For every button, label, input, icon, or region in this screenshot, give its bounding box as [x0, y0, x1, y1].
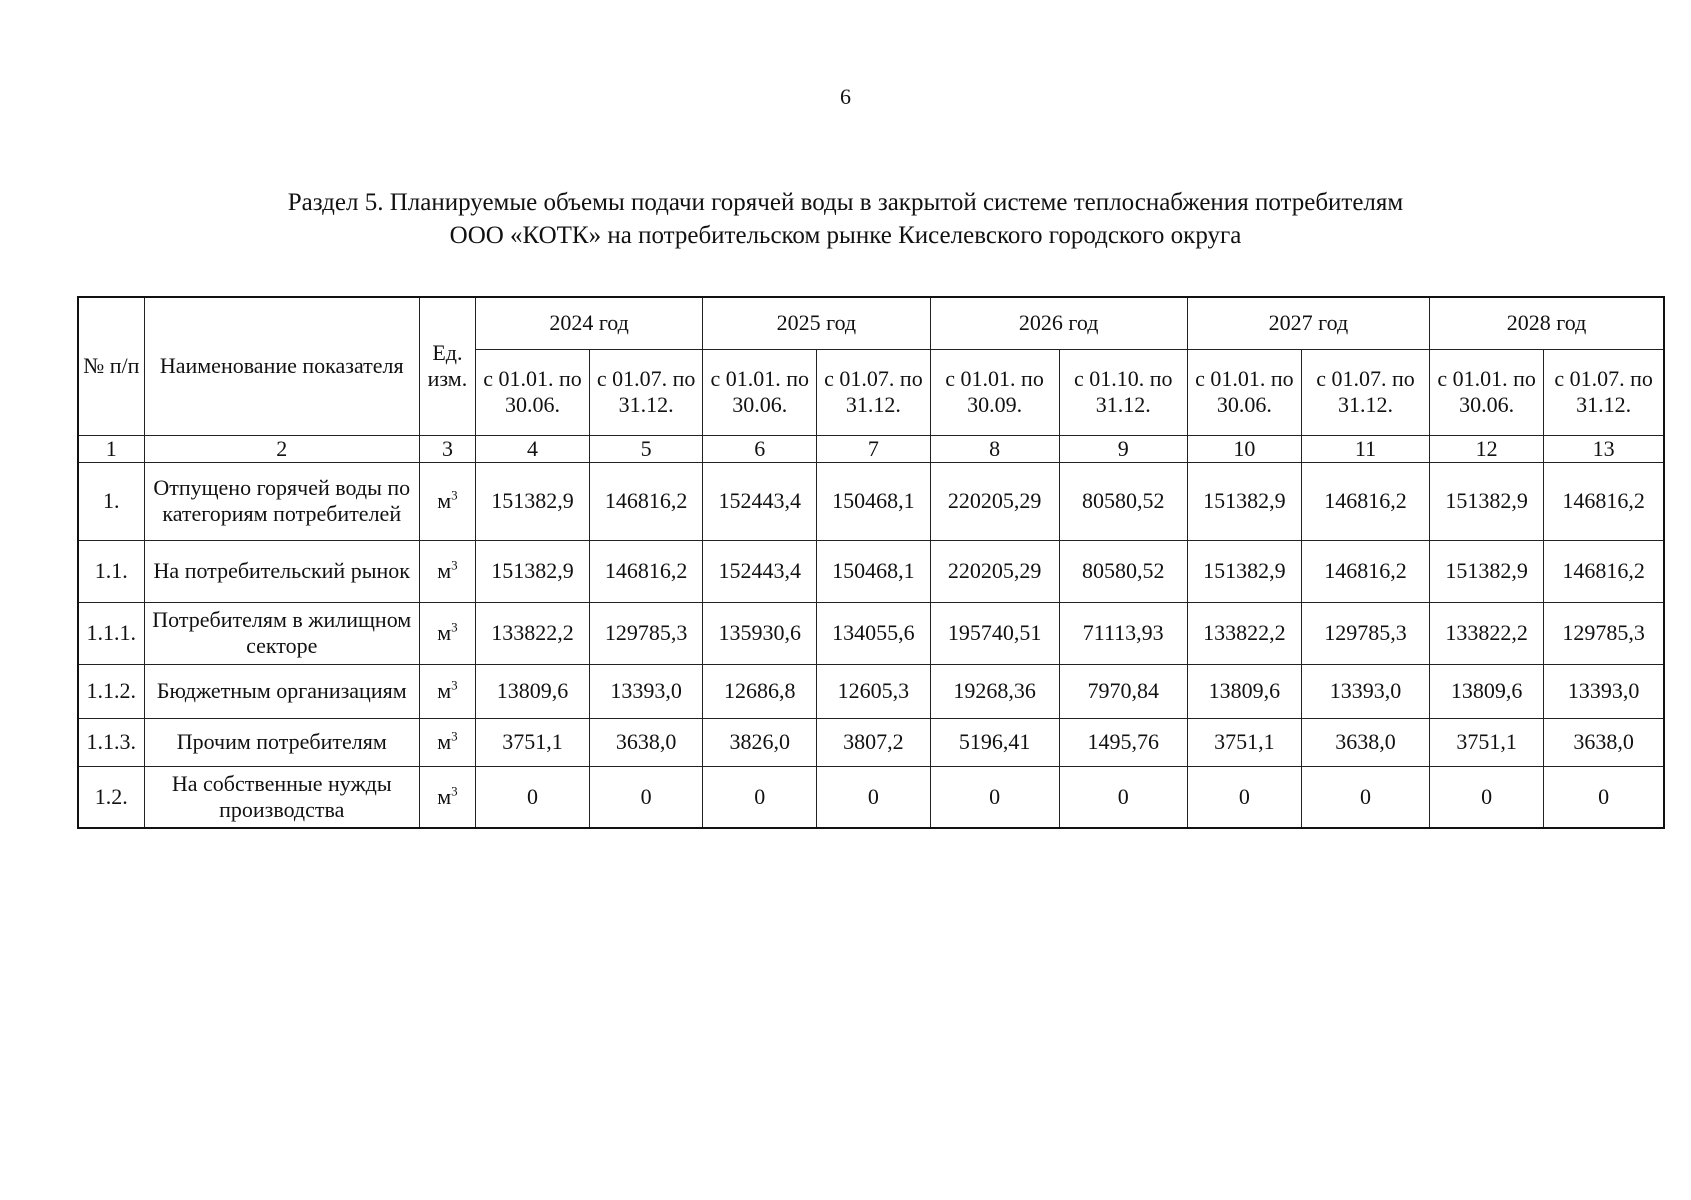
value-cell: 0 — [1187, 766, 1301, 828]
value-cell: 13809,6 — [475, 664, 589, 718]
value-cell: 151382,9 — [1430, 540, 1544, 602]
table-row — [78, 766, 1664, 828]
column-number: 6 — [703, 435, 817, 462]
column-number: 11 — [1301, 435, 1429, 462]
unit-exponent: 3 — [451, 677, 458, 693]
value-cell: 3826,0 — [703, 718, 817, 766]
value-cell: 134055,6 — [817, 602, 930, 664]
value-cell: 195740,51 — [930, 602, 1059, 664]
unit-base: м — [437, 488, 452, 513]
column-number: 3 — [419, 435, 475, 462]
header-year-2026: 2026 год — [930, 297, 1187, 349]
header-year-2027: 2027 год — [1187, 297, 1429, 349]
section-title-line-2: ООО «КОТК» на потребительском рынке Киселевского городского округа — [449, 222, 1242, 249]
value-cell: 13393,0 — [590, 664, 703, 718]
header-year-2025: 2025 год — [703, 297, 930, 349]
value-cell: 0 — [1430, 766, 1544, 828]
value-cell: 146816,2 — [1544, 462, 1664, 540]
value-cell: 1495,76 — [1059, 718, 1187, 766]
column-number: 8 — [930, 435, 1059, 462]
value-cell: 146816,2 — [1301, 540, 1429, 602]
table-row — [78, 602, 1664, 664]
column-number: 1 — [78, 435, 144, 462]
value-cell: 80580,52 — [1059, 462, 1187, 540]
value-cell: 151382,9 — [475, 462, 589, 540]
header-period: с 01.01. по 30.09. — [930, 349, 1059, 435]
section-title — [0, 186, 1691, 252]
header-year-2024: 2024 год — [475, 297, 702, 349]
value-cell: 129785,3 — [1544, 602, 1664, 664]
value-cell: 3638,0 — [590, 718, 703, 766]
header-period: с 01.07. по 31.12. — [590, 349, 703, 435]
value-cell: 5196,41 — [930, 718, 1059, 766]
row-number: 1.2. — [78, 766, 144, 828]
supply-volumes-table — [77, 296, 1665, 829]
header-period: с 01.07. по 31.12. — [817, 349, 930, 435]
indicator-name: Отпущено горячей воды по категориям потребителей — [144, 462, 419, 540]
column-number: 5 — [590, 435, 703, 462]
value-cell: 152443,4 — [703, 462, 817, 540]
unit-base: м — [437, 729, 452, 754]
value-cell: 0 — [1301, 766, 1429, 828]
value-cell: 0 — [703, 766, 817, 828]
value-cell: 146816,2 — [590, 462, 703, 540]
indicator-name: Бюджетным организациям — [144, 664, 419, 718]
row-number: 1.1.1. — [78, 602, 144, 664]
indicator-name: На собственные нужды производства — [144, 766, 419, 828]
header-unit: Ед. изм. — [419, 297, 475, 435]
row-number: 1.1. — [78, 540, 144, 602]
value-cell: 0 — [590, 766, 703, 828]
table-row — [78, 540, 1664, 602]
indicator-name: На потребительский рынок — [144, 540, 419, 602]
header-row-column-numbers — [78, 435, 1664, 462]
unit-exponent: 3 — [451, 619, 458, 635]
unit-base: м — [437, 558, 452, 583]
table-row — [78, 462, 1664, 540]
value-cell: 13809,6 — [1430, 664, 1544, 718]
header-period: с 01.01. по 30.06. — [475, 349, 589, 435]
unit-cell — [419, 718, 475, 766]
page-number: 6 — [840, 84, 851, 109]
row-number: 1.1.2. — [78, 664, 144, 718]
value-cell: 0 — [1059, 766, 1187, 828]
value-cell: 220205,29 — [930, 540, 1059, 602]
value-cell: 151382,9 — [475, 540, 589, 602]
column-number: 12 — [1430, 435, 1544, 462]
indicator-name: Прочим потребителям — [144, 718, 419, 766]
header-period: с 01.01. по 30.06. — [1187, 349, 1301, 435]
value-cell: 80580,52 — [1059, 540, 1187, 602]
header-period: с 01.07. по 31.12. — [1544, 349, 1664, 435]
unit-cell — [419, 462, 475, 540]
value-cell: 151382,9 — [1187, 540, 1301, 602]
value-cell: 0 — [475, 766, 589, 828]
value-cell: 12686,8 — [703, 664, 817, 718]
column-number: 4 — [475, 435, 589, 462]
unit-exponent: 3 — [451, 557, 458, 573]
column-number: 10 — [1187, 435, 1301, 462]
value-cell: 146816,2 — [590, 540, 703, 602]
value-cell: 146816,2 — [1301, 462, 1429, 540]
header-period: с 01.01. по 30.06. — [703, 349, 817, 435]
header-period: с 01.01. по 30.06. — [1430, 349, 1544, 435]
unit-cell — [419, 602, 475, 664]
value-cell: 3638,0 — [1544, 718, 1664, 766]
value-cell: 146816,2 — [1544, 540, 1664, 602]
header-no: № п/п — [78, 297, 144, 435]
unit-cell — [419, 664, 475, 718]
value-cell: 133822,2 — [475, 602, 589, 664]
section-title-line-1: Раздел 5. Планируемые объемы подачи горячей воды в закрытой системе теплоснабжения потребителям — [287, 189, 1404, 216]
column-number: 9 — [1059, 435, 1187, 462]
unit-base: м — [437, 620, 452, 645]
value-cell: 13393,0 — [1301, 664, 1429, 718]
indicator-name: Потребителям в жилищном секторе — [144, 602, 419, 664]
column-number: 13 — [1544, 435, 1664, 462]
value-cell: 0 — [930, 766, 1059, 828]
column-number: 2 — [144, 435, 419, 462]
value-cell: 3751,1 — [1430, 718, 1544, 766]
unit-base: м — [437, 783, 452, 809]
value-cell: 0 — [1544, 766, 1664, 828]
value-cell: 0 — [817, 766, 930, 828]
value-cell: 150468,1 — [817, 540, 930, 602]
row-number: 1. — [78, 462, 144, 540]
unit-cell — [419, 766, 475, 828]
value-cell: 3751,1 — [1187, 718, 1301, 766]
value-cell: 13393,0 — [1544, 664, 1664, 718]
table-row — [78, 664, 1664, 718]
unit-exponent: 3 — [451, 728, 458, 744]
value-cell: 135930,6 — [703, 602, 817, 664]
table-row — [78, 718, 1664, 766]
value-cell: 220205,29 — [930, 462, 1059, 540]
value-cell: 152443,4 — [703, 540, 817, 602]
header-period: с 01.07. по 31.12. — [1301, 349, 1429, 435]
value-cell: 71113,93 — [1059, 602, 1187, 664]
unit-base: м — [437, 678, 452, 703]
header-name: Наименование показателя — [144, 297, 419, 435]
unit-exponent: 3 — [451, 783, 458, 799]
value-cell: 3638,0 — [1301, 718, 1429, 766]
value-cell: 150468,1 — [817, 462, 930, 540]
unit-exponent: 3 — [451, 487, 458, 503]
value-cell: 151382,9 — [1187, 462, 1301, 540]
value-cell: 3807,2 — [817, 718, 930, 766]
value-cell: 151382,9 — [1430, 462, 1544, 540]
value-cell: 12605,3 — [817, 664, 930, 718]
value-cell: 133822,2 — [1187, 602, 1301, 664]
header-year-2028: 2028 год — [1430, 297, 1664, 349]
value-cell: 129785,3 — [1301, 602, 1429, 664]
unit-cell — [419, 540, 475, 602]
value-cell: 129785,3 — [590, 602, 703, 664]
value-cell: 13809,6 — [1187, 664, 1301, 718]
value-cell: 19268,36 — [930, 664, 1059, 718]
value-cell: 7970,84 — [1059, 664, 1187, 718]
value-cell: 3751,1 — [475, 718, 589, 766]
value-cell: 133822,2 — [1430, 602, 1544, 664]
header-period: с 01.10. по 31.12. — [1059, 349, 1187, 435]
row-number: 1.1.3. — [78, 718, 144, 766]
header-row-years — [78, 297, 1664, 349]
column-number: 7 — [817, 435, 930, 462]
